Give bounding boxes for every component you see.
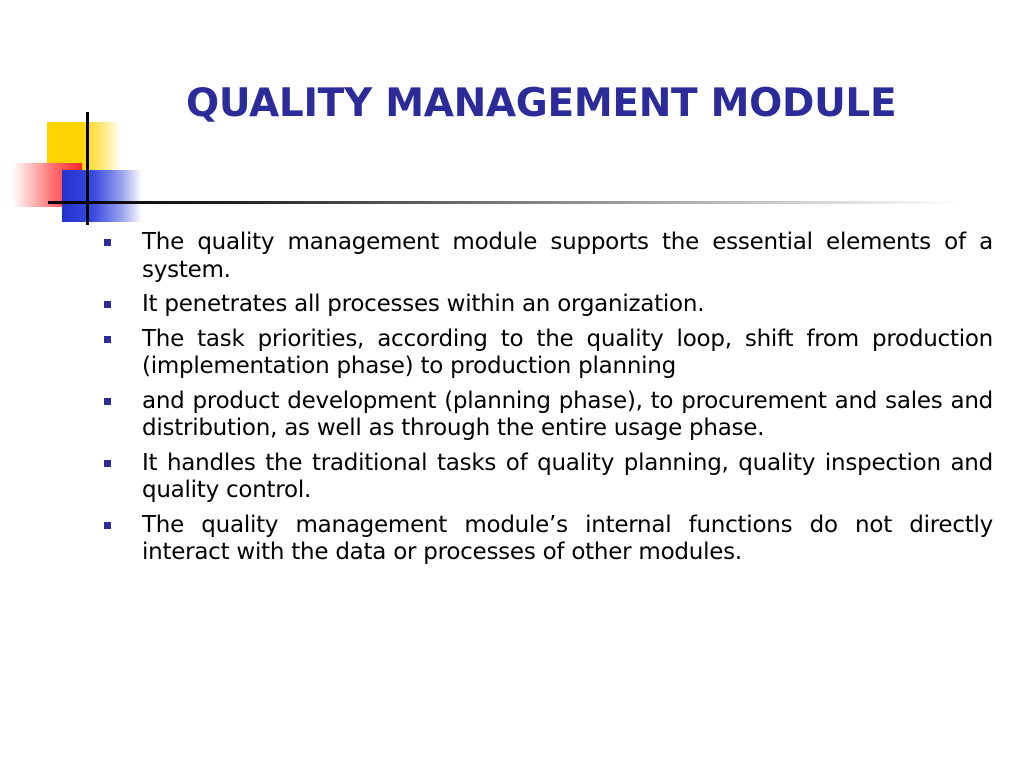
bullet-item (100, 229, 993, 284)
bullet-list (100, 229, 993, 574)
slide-title: QUALITY MANAGEMENT MODULE (186, 81, 897, 126)
bullet-text: The quality management module’s internal functions do not directly interact with the data or processes of other modules. (142, 511, 993, 565)
blue-square-decoration (62, 170, 142, 222)
horizontal-rule (48, 201, 960, 204)
square-bullet-icon (104, 239, 111, 246)
bullet-text: The quality management module supports the essential elements of a system. (142, 229, 993, 283)
bullet-item (100, 291, 993, 319)
square-bullet-icon (104, 460, 111, 467)
bullet-text: It handles the traditional tasks of quality planning, quality inspection and quality control. (142, 449, 993, 503)
bullet-item (100, 388, 993, 443)
square-bullet-icon (104, 336, 111, 343)
square-bullet-icon (104, 522, 111, 529)
bullet-text: and product development (planning phase), to procurement and sales and distribution, as well as through the entire usage phase. (142, 387, 993, 441)
bullet-item (100, 326, 993, 381)
bullet-text: The task priorities, according to the quality loop, shift from production (implementation phase) to production planning (142, 325, 993, 379)
bullet-item (100, 512, 993, 567)
square-bullet-icon (104, 301, 111, 308)
vertical-rule (86, 112, 89, 225)
bullet-item (100, 450, 993, 505)
square-bullet-icon (104, 398, 111, 405)
bullet-text: It penetrates all processes within an organization. (142, 291, 705, 317)
